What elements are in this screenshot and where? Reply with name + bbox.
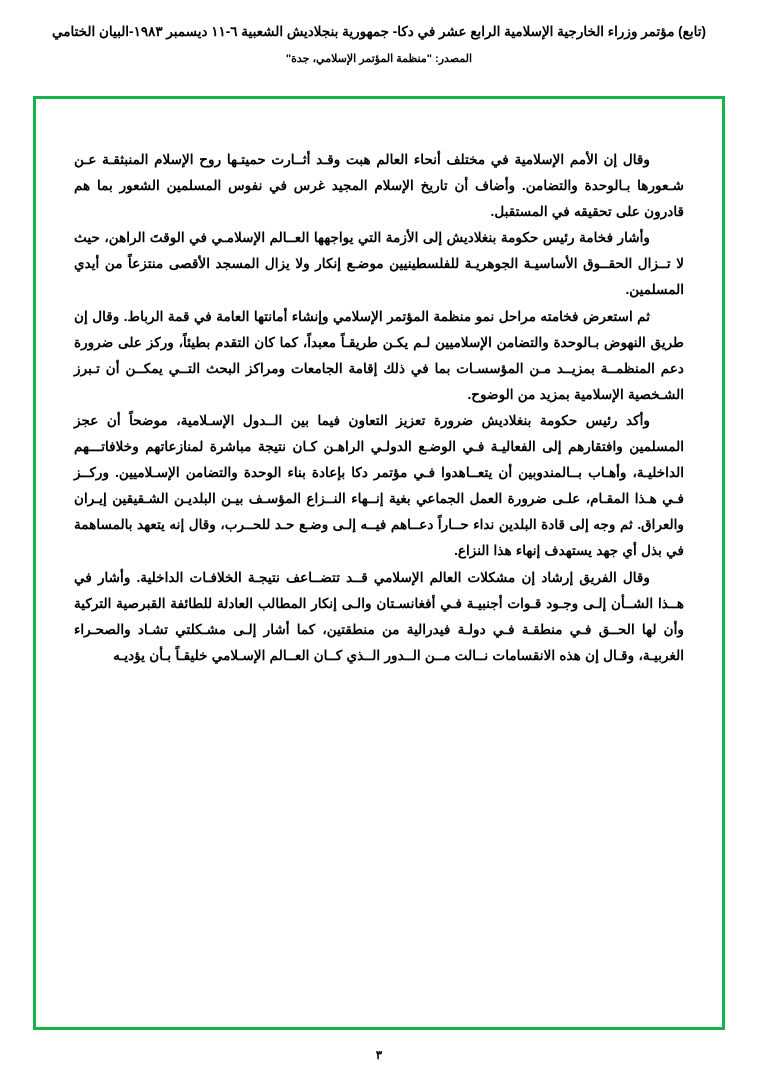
header-source: المصدر: "منظمة المؤتمر الإسلامي، جدة" bbox=[285, 53, 473, 66]
paragraph: وقال إن الأمم الإسلامية في مختلف أنحاء العالم هبت وقـد أثــارت حميتـها روح الإسلام المنبثقـة عـن شـعورها بـالوحدة والتضامن. وأضاف أن تاريخ الإسلام المجيد غرس في نفوس المسلمين الشعور بما هم قادرون على تحقيقه في المستقبل. bbox=[74, 152, 684, 220]
paragraph: ثم استعرض فخامته مراحل نمو منظمة المؤتمر الإسلامي وإنشاء أمانتها العامة في قمة الرباط. وقال إن طريق النهوض بـالوحدة والتضامن الإسلاميين لـم يكـن طريقـاً معبداً، كما كان التقدم بطيئاً، وركز على ضرورة دعم المنظمــة بمزيــد مـن المؤسسـات بما في ذلك إقامة الجامعات ومراكز البحث التــي يمكــن أن تـبرز الشـخصية الإسلامية بمزيد من الوضوح. bbox=[74, 308, 684, 402]
paragraph: وأشار فخامة رئيس حكومة بنغلاديش إلى الأزمة التي يواجهها العــالم الإسلامـي في الوقتَ الراهن، حيث لا تــزال الحقــوق الأساسيـة الجوهريـة للفلسطينيين موضـع إنكار ولا يزال المسجد الأقصى منتزعاً من أيدي المسلمين. bbox=[74, 230, 684, 298]
header-title: (تابع) مؤتمر وزراء الخارجية الإسلامية الرابع عشر في دكا- جمهورية بنجلاديش الشعبية ٦-١١ ديسمبر ١٩٨٣-البيان الختامي bbox=[52, 24, 706, 39]
content-frame bbox=[33, 96, 725, 1030]
paragraph: وأكد رئيس حكومة بنغلاديش ضرورة تعزيز التعاون فيما بين الــدول الإسـلامية، موضحاً أن عجز المسلمين وافتقارهم إلى الفعاليـة فـي الوضـع الدولـي الراهـن كـان نتيجة مباشرة لمنازعاتهم وخلافاتـــهم الداخليـة، وأهـاب بــالمندوبين أن يتعــاهدوا فـي مؤتمر دكا بإعادة بناء الوحدة والتضامن الإسـلاميين. وركــز فـي هـذا المقـام، علـى ضرورة العمل الجماعي بغية إنــهاء النــزاع المؤسـف بيـن البلديـن الشـقيقين إيـران والعراق. ثم وجه إلى قادة البلدين نداء حــاراً دعــاهم فيــه إلـى وضـع حـد للحــرب، وقال إنه يتعهد بالمساهمة في بذل أي جهد يستهدف إنهاء هذا النزاع. bbox=[74, 412, 684, 559]
page-number: ٣ bbox=[375, 1048, 383, 1062]
page-header bbox=[0, 0, 758, 65]
paragraph: وقال الفريق إرشاد إن مشكلات العالم الإسلامي قــد تتضــاعف نتيجـة الخلافـات الداخلية. وأشار في هــذا الشــأن إلـى وجـود قـوات أجنبيـة فـي أفغانسـتان والـى إنكار المطالب العادلة للطائفة القبرصية التركية وأن لها الحــق فـي منطقـة فـي دولـة فيدرالية من منطقتين، كما أشار إلـى مشـكلتي تشـاد والصحـراء الغربيـة، وقـال إن هذه الانقسامات نــالت مــن الــدور الــذي كــان العــالم الإسـلامي خليقـاً بـأن يؤديـه bbox=[74, 569, 684, 663]
document-body bbox=[36, 99, 722, 689]
